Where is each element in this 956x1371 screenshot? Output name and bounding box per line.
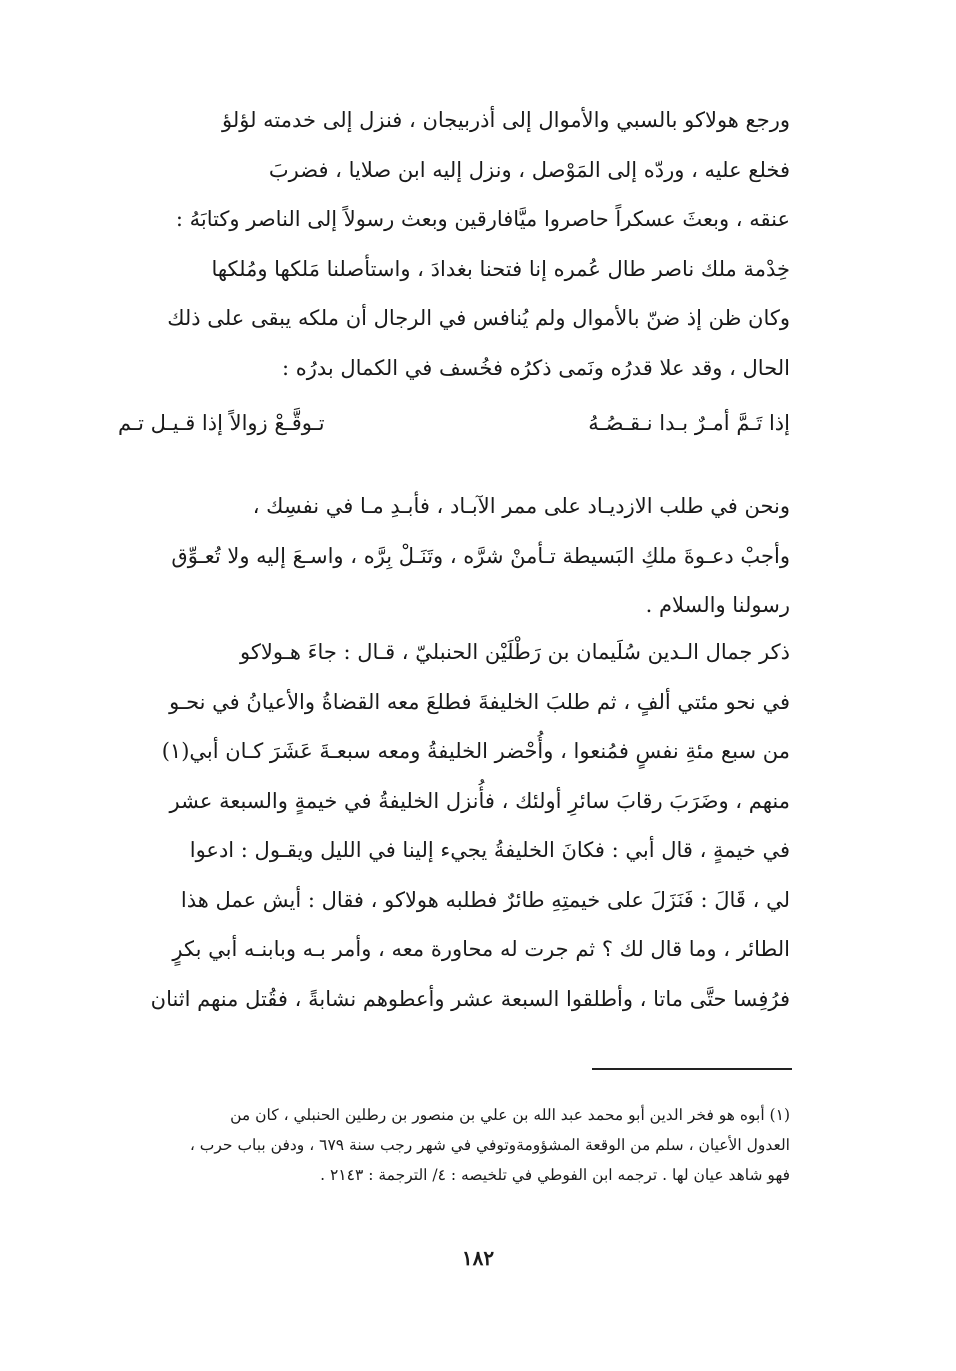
text-line: من سبع مئةِ نفسٍ فمُنعوا ، وأُحْضر الخليفةُ ومعه سبعـةَ عَشَرَ كـان أبي(١) [161, 739, 790, 763]
verse-second-hemistich: تـوقَّـعْ زوالاً إذا قـيـل تـم [118, 411, 325, 435]
text-line: منهم ، وضَرَبَ رقابَ سائرِ أولئك ، فأُنزل الخليفةُ في خيمةٍ والسبعة عشر [169, 788, 790, 813]
text-line: الحال ، وقد علا قدرُه ونَمى ذكرُه فخُسف في الكمال بدرُه : [281, 355, 790, 380]
text-line: وأجبْ دعـوةَ ملكِ البَسيطة تـأمنْ شرَّه ، وتَنَـلْ بِرَّه ، واسـعَ إليه ولا تُعـوِّق [171, 543, 790, 568]
paragraph-hulagu-return [118, 96, 790, 393]
verse-first-hemistich: إذا تَـمَّ أمـرٌ بـدا نـقـصُـهُ [588, 411, 790, 435]
poem-verse [118, 398, 790, 448]
text-line: ذكر جمال الـدين سُلَيمان بن رَطْلَيْن الحنبليّ ، قـال : جاءَ هـولاكو [240, 640, 790, 664]
text-line: في خيمةٍ ، قال أبي : فكانَ الخليفةُ يجيء إلينا في الليل ويقـول : ادعوا [189, 838, 790, 862]
text-line: ورجع هولاكو بالسبي والأموال إلى أذربيجان ، فنزل إلى خدمته لؤلؤ [222, 108, 790, 132]
text-line: ونحن في طلب الازديـاد على ممر الآبـاد ، فأبـدِ مـا في نفسِك ، [252, 494, 790, 518]
text-line: وكان ظن إذ ضنّ بالأموال ولم يُنافس في الرجال أن ملكه يبقى على ذلك [167, 306, 790, 330]
footnotes [118, 1100, 790, 1190]
page-number: ١٨٢ [461, 1246, 495, 1270]
text-line: في نحو مئتي ألفٍ ، ثم طلبَ الخليفةَ فطلعَ معه القضاةُ والأعيانُ في نحـو [169, 689, 790, 714]
footnote-line: فهو شاهد عيان لها . ترجمه ابن الفوطي في تلخيصه : ٤/ الترجمة : ٢١٤٣ . [320, 1166, 790, 1184]
text-line: خِدْمة ملك ناصر طال عُمره إنا فتحنا بغدادَ ، واستأصلنا مَلكها ومُلكها [211, 256, 790, 281]
footnote-line: العدول الأعيان ، سلم من الوقعة المشؤومةوتوفي في شهر رجب سنة ٦٧٩ ، ودفن بباب حرب ، [189, 1136, 790, 1154]
text-line: رسولنا والسلام . [645, 593, 790, 617]
text-line: فرُفِسا حتَّى ماتا ، وأطلقوا السبعة عشر وأعطوهم نشابةً ، فقُتل منهم اثنان [150, 986, 790, 1011]
text-line: فخلع عليه ، وردّه إلى المَوْصل ، ونزل إليه ابن صلايا ، فضربَ [268, 157, 790, 182]
text-line: عنقه ، وبعثَ عسكراً حاصروا ميَّافارقين وبعث رسولاً إلى الناصر وكتابَهُ : [175, 207, 790, 231]
paragraph-letter-close [118, 482, 790, 631]
text-line: الطائر ، وما قال لك ؟ ثم جرت له محاورة معه ، وأمر بـه وبابنـه أبي بكرٍ [172, 937, 790, 961]
paragraph-ibn-ratlayn-account [118, 628, 790, 1024]
footnote-line: (١) أبوه هو فخر الدين أبو محمد عبد الله بن علي بن منصور بن رطلين الحنبلي ، كان من [230, 1106, 790, 1124]
text-line: لي ، قَالَ : فَنَزَلَ على خيمتِهِ طائرٌ فطلبه هولاكو ، فقال : أيش عمل هذا [180, 887, 790, 912]
footnote-separator [592, 1068, 792, 1070]
